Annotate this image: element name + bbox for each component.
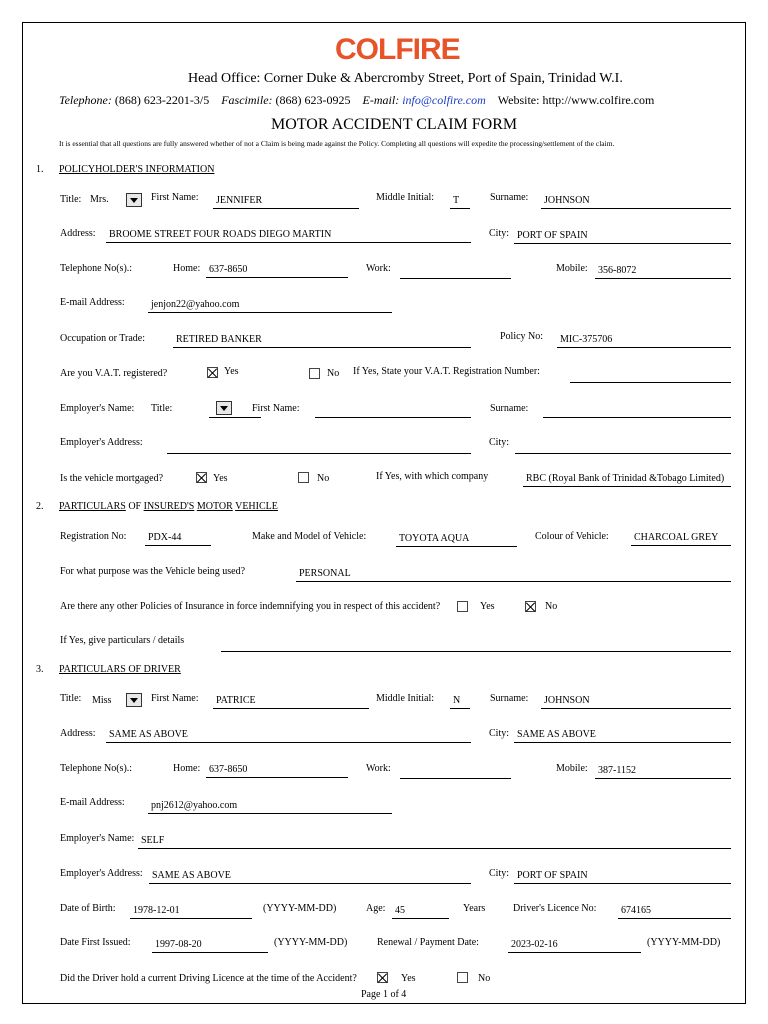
driver-employer-label: Employer's Name: <box>60 833 135 844</box>
driver-mobile-label: Mobile: <box>556 763 588 774</box>
form-title: MOTOR ACCIDENT CLAIM FORM <box>271 116 518 133</box>
occupation-field[interactable]: RETIRED BANKER <box>173 333 471 348</box>
driver-city-label: City: <box>489 728 510 739</box>
driver-address-field[interactable]: SAME AS ABOVE <box>106 728 471 743</box>
employer-surname-field[interactable] <box>543 403 731 418</box>
middle-initial-label: Middle Initial: <box>376 192 435 203</box>
vat-number-label: If Yes, State your V.A.T. Registration Number: <box>353 366 540 377</box>
address-field[interactable]: BROOME STREET FOUR ROADS DIEGO MARTIN <box>106 228 471 243</box>
details-label: If Yes, give particulars / details <box>60 635 185 646</box>
other-insurance-yes-label: Yes <box>480 601 495 612</box>
driver-title-label: Title: <box>60 693 82 704</box>
issued-format-hint: (YYYY-MM-DD) <box>274 937 348 948</box>
policy-no-label: Policy No: <box>500 331 544 342</box>
section-3-number: 3. <box>36 664 44 675</box>
other-insurance-yes-checkbox[interactable] <box>457 601 468 612</box>
driver-employer-field[interactable]: SELF <box>138 834 731 849</box>
age-field[interactable]: 45 <box>392 904 449 919</box>
age-label: Age: <box>366 903 386 914</box>
licence-no-checkbox[interactable] <box>457 972 468 983</box>
section-3-title: PARTICULARS OF DRIVER <box>59 664 181 675</box>
dob-label: Date of Birth: <box>60 903 116 914</box>
surname-field[interactable]: JOHNSON <box>541 194 731 209</box>
driver-middle-initial-label: Middle Initial: <box>376 693 435 704</box>
driver-address-label: Address: <box>60 728 96 739</box>
other-insurance-question: Are there any other Policies of Insurance in force indemnifying you in respect of this accident? <box>60 601 441 612</box>
licence-no-field[interactable]: 674165 <box>618 904 731 919</box>
claim-form-page <box>22 22 746 1004</box>
middle-initial-field[interactable]: T <box>450 194 470 209</box>
telephone-label: Telephone No(s).: <box>60 263 133 274</box>
driver-work-phone-field[interactable] <box>400 764 511 779</box>
employer-title-label: Title: <box>151 403 173 414</box>
employer-address-field[interactable] <box>167 439 471 454</box>
city-field[interactable]: PORT OF SPAIN <box>514 229 731 244</box>
mortgage-company-label: If Yes, with which company <box>376 471 489 482</box>
years-label: Years <box>463 903 486 914</box>
driver-middle-initial-field[interactable]: N <box>450 694 470 709</box>
other-insurance-no-checkbox[interactable] <box>525 601 536 612</box>
city-label: City: <box>489 228 510 239</box>
first-name-label: First Name: <box>151 192 199 203</box>
vat-no-checkbox[interactable] <box>309 368 320 379</box>
purpose-field[interactable]: PERSONAL <box>296 567 731 582</box>
first-name-field[interactable]: JENNIFER <box>213 194 359 209</box>
home-label: Home: <box>173 263 201 274</box>
email-field[interactable]: jenjon22@yahoo.com <box>148 298 392 313</box>
mortgage-company-field[interactable]: RBC (Royal Bank of Trinidad &Tobago Limited) <box>523 472 731 487</box>
renewal-format-hint: (YYYY-MM-DD) <box>647 937 721 948</box>
vat-yes-label: Yes <box>224 366 239 377</box>
driver-home-label: Home: <box>173 763 201 774</box>
employer-surname-label: Surname: <box>490 403 529 414</box>
colour-label: Colour of Vehicle: <box>535 531 609 542</box>
dob-format-hint: (YYYY-MM-DD) <box>263 903 337 914</box>
title-dropdown-icon[interactable] <box>126 193 142 207</box>
driver-home-phone-field[interactable]: 637-8650 <box>206 763 348 778</box>
colfire-logo: COLFIRE <box>335 33 460 66</box>
date-first-issued-field[interactable]: 1997-08-20 <box>152 938 268 953</box>
driver-work-label: Work: <box>366 763 391 774</box>
page-number: Page 1 of 4 <box>361 989 407 1000</box>
driver-first-name-field[interactable]: PATRICE <box>213 694 369 709</box>
contact-line: Telephone: (868) 623-2201-3/5 Fascimile: (868) 623-0925 E-mail: info@colfire.com Website: http://www.colfire.com <box>59 93 655 107</box>
section-1-title: POLICYHOLDER'S INFORMATION <box>59 164 215 175</box>
driver-surname-label: Surname: <box>490 693 529 704</box>
section-1-number: 1. <box>36 164 44 175</box>
renewal-date-field[interactable]: 2023-02-16 <box>508 938 641 953</box>
surname-label: Surname: <box>490 192 529 203</box>
form-notice: It is essential that all questions are fully answered whether of not a Claim is being made against the Policy. Completing all questions will expedite the processing/settlement of the claim. <box>59 139 615 148</box>
details-field[interactable] <box>221 637 731 652</box>
registration-label: Registration No: <box>60 531 127 542</box>
licence-yes-checkbox[interactable] <box>377 972 388 983</box>
licence-no-label: No <box>478 973 491 984</box>
driver-employer-city-field[interactable]: PORT OF SPAIN <box>514 869 731 884</box>
work-label: Work: <box>366 263 391 274</box>
vat-yes-checkbox[interactable] <box>207 367 218 378</box>
vat-number-field[interactable] <box>570 368 731 383</box>
employer-address-label: Employer's Address: <box>60 437 143 448</box>
mobile-label: Mobile: <box>556 263 588 274</box>
home-phone-field[interactable]: 637-8650 <box>206 263 348 278</box>
mobile-phone-field[interactable]: 356-8072 <box>595 264 731 279</box>
email-link[interactable]: info@colfire.com <box>399 93 486 107</box>
occupation-label: Occupation or Trade: <box>60 333 145 344</box>
driver-mobile-phone-field[interactable]: 387-1152 <box>595 764 731 779</box>
driver-city-field[interactable]: SAME AS ABOVE <box>514 728 731 743</box>
mortgage-yes-checkbox[interactable] <box>196 472 207 483</box>
vat-question: Are you V.A.T. registered? <box>60 368 168 379</box>
make-model-field[interactable]: TOYOTA AQUA <box>396 532 517 547</box>
driver-employer-address-field[interactable]: SAME AS ABOVE <box>149 869 471 884</box>
mortgage-no-checkbox[interactable] <box>298 472 309 483</box>
mortgage-no-label: No <box>317 473 330 484</box>
driver-employer-city-label: City: <box>489 868 510 879</box>
mortgage-yes-label: Yes <box>213 473 228 484</box>
licence-no-label: Driver's Licence No: <box>513 903 597 914</box>
email-label: E-mail Address: <box>60 297 125 308</box>
employer-name-label: Employer's Name: <box>60 403 135 414</box>
head-office-address: Head Office: Corner Duke & Abercromby Street, Port of Spain, Trinidad W.I. <box>188 71 623 86</box>
dob-field[interactable]: 1978-12-01 <box>130 904 252 919</box>
title-select[interactable]: Mrs. <box>90 194 109 205</box>
make-model-label: Make and Model of Vehicle: <box>252 531 367 542</box>
date-first-issued-label: Date First Issued: <box>60 937 131 948</box>
policy-no-field[interactable]: MIC-375706 <box>557 333 731 348</box>
registration-field[interactable]: PDX-44 <box>145 531 211 546</box>
current-licence-question: Did the Driver hold a current Driving Licence at the time of the Accident? <box>60 973 357 984</box>
other-insurance-no-label: No <box>545 601 558 612</box>
address-label: Address: <box>60 228 96 239</box>
employer-title-dropdown-icon[interactable] <box>216 401 232 415</box>
work-phone-field[interactable] <box>400 264 511 279</box>
driver-title-dropdown-icon[interactable] <box>126 693 142 707</box>
employer-city-field[interactable] <box>515 439 731 454</box>
employer-first-name-field[interactable] <box>315 403 471 418</box>
driver-telephone-label: Telephone No(s).: <box>60 763 133 774</box>
vat-no-label: No <box>327 368 340 379</box>
section-2-number: 2. <box>36 501 44 512</box>
renewal-date-label: Renewal / Payment Date: <box>377 937 479 948</box>
driver-email-label: E-mail Address: <box>60 797 125 808</box>
driver-employer-address-label: Employer's Address: <box>60 868 143 879</box>
driver-surname-field[interactable]: JOHNSON <box>541 694 731 709</box>
driver-email-field[interactable]: pnj2612@yahoo.com <box>148 799 392 814</box>
section-2-title: PARTICULARS OF INSURED'S MOTOR VEHICLE <box>59 501 278 512</box>
title-label: Title: <box>60 194 82 205</box>
purpose-label: For what purpose was the Vehicle being used? <box>60 566 246 577</box>
colour-field[interactable]: CHARCOAL GREY <box>631 531 731 546</box>
mortgage-question: Is the vehicle mortgaged? <box>60 473 164 484</box>
employer-city-label: City: <box>489 437 510 448</box>
employer-first-name-label: First Name: <box>252 403 300 414</box>
driver-title-select[interactable]: Miss <box>92 695 112 706</box>
driver-first-name-label: First Name: <box>151 693 199 704</box>
licence-yes-label: Yes <box>401 973 416 984</box>
